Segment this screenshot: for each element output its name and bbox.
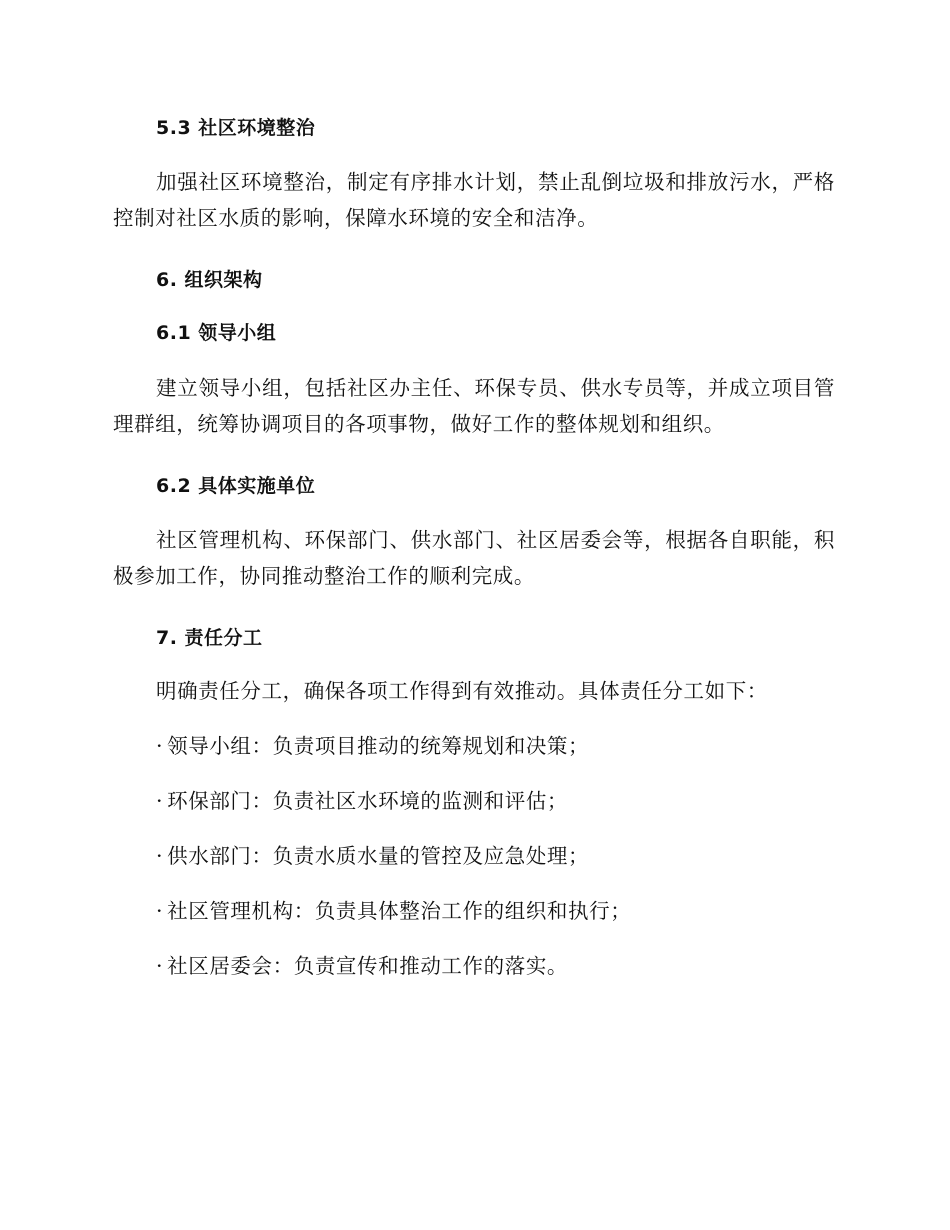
- list-item-text: 环保部门：负责社区水环境的监测和评估；: [167, 789, 569, 813]
- list-item-text: 供水部门：负责水质水量的管控及应急处理；: [167, 844, 590, 868]
- list-item: [156, 952, 836, 980]
- list-item: [156, 787, 836, 815]
- list-item: [156, 732, 836, 760]
- section-heading-6-1: 6.1 领导小组: [156, 322, 277, 344]
- bullet-marker: ·: [156, 789, 164, 813]
- bullet-marker: ·: [156, 899, 164, 923]
- paragraph-6-2: 社区管理机构、环保部门、供水部门、社区居委会等，根据各自职能，积极参加工作，协同推动整治工作的顺利完成。: [113, 528, 835, 588]
- list-item-text: 社区管理机构：负责具体整治工作的组织和执行；: [167, 899, 632, 923]
- list-item-text: 社区居委会：负责宣传和推动工作的落实。: [167, 954, 569, 978]
- list-item-text: 领导小组：负责项目推动的统筹规划和决策；: [167, 734, 590, 758]
- paragraph-6-1: 建立领导小组，包括社区办主任、环保专员、供水专员等，并成立项目管理群组，统筹协调项目的各项事物，做好工作的整体规划和组织。: [113, 376, 835, 436]
- paragraph-5-3: 加强社区环境整治，制定有序排水计划，禁止乱倒垃圾和排放污水，严格控制对社区水质的影响，保障水环境的安全和洁净。: [113, 170, 835, 230]
- bullet-marker: ·: [156, 734, 164, 758]
- section-heading-7: 7. 责任分工: [156, 627, 263, 649]
- bullet-marker: ·: [156, 844, 164, 868]
- bullet-marker: ·: [156, 954, 164, 978]
- list-item: [156, 897, 836, 925]
- section-heading-5-3: 5.3 社区环境整治: [156, 117, 316, 139]
- section-heading-6: 6. 组织架构: [156, 269, 263, 291]
- section-heading-6-2: 6.2 具体实施单位: [156, 475, 316, 497]
- list-item: [156, 842, 836, 870]
- paragraph-7: 明确责任分工，确保各项工作得到有效推动。具体责任分工如下：: [156, 679, 768, 703]
